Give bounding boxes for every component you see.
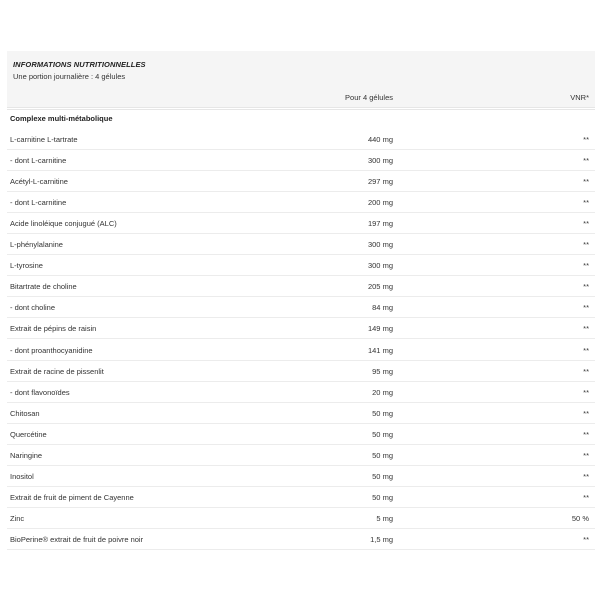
ingredient-vnr: **: [583, 492, 589, 502]
ingredient-name: Naringine: [10, 450, 43, 460]
ingredient-name: Chitosan: [10, 408, 40, 418]
table-row: [7, 255, 595, 276]
ingredient-amount: 440 mg: [367, 135, 393, 144]
section-title: Complexe multi-métabolique: [10, 114, 113, 123]
ingredient-amount: 20 mg: [372, 387, 393, 397]
ingredient-vnr: 50 %: [571, 513, 589, 523]
table-row: [7, 213, 595, 234]
ingredient-amount: 300 mg: [367, 261, 393, 271]
table-row: [7, 382, 595, 403]
ingredient-amount: 200 mg: [367, 198, 393, 208]
table-row: [7, 487, 595, 508]
ingredient-amount: 300 mg: [367, 156, 393, 166]
ingredient-vnr: **: [583, 303, 589, 313]
ingredient-name: Extrait de pépins de raisin: [10, 324, 97, 334]
ingredient-name: Acide linoléique conjugué (ALC): [10, 219, 117, 229]
table-row: [7, 508, 595, 529]
ingredient-name: L-phénylalanine: [10, 240, 63, 250]
ingredient-name: Quercétine: [10, 429, 47, 439]
ingredient-amount: 84 mg: [372, 303, 393, 313]
ingredient-amount: 297 mg: [367, 177, 393, 187]
table-row: [7, 318, 595, 339]
column-header-vnr: VNR*: [570, 93, 589, 102]
ingredient-name: L-tyrosine: [10, 261, 43, 271]
ingredient-vnr: **: [583, 282, 589, 292]
table-row: [7, 234, 595, 255]
table-row: [7, 297, 595, 318]
table-row: [7, 150, 595, 171]
ingredient-name: - dont L-carnitine: [10, 156, 67, 166]
ingredient-vnr: **: [583, 345, 589, 355]
ingredient-name: - dont proanthocyanidine: [10, 345, 93, 355]
ingredient-amount: 5 mg: [376, 513, 393, 523]
ingredient-vnr: **: [583, 198, 589, 208]
ingredient-vnr: **: [583, 408, 589, 418]
table-row: [7, 445, 595, 466]
ingredient-vnr: **: [583, 450, 589, 460]
table-row: [7, 361, 595, 382]
ingredient-amount: 50 mg: [372, 471, 393, 481]
ingredient-name: - dont choline: [10, 303, 56, 313]
table-row: [7, 171, 595, 192]
ingredient-vnr: **: [583, 219, 589, 229]
ingredient-vnr: **: [583, 534, 589, 544]
ingredient-amount: 300 mg: [367, 240, 393, 250]
ingredient-amount: 50 mg: [372, 450, 393, 460]
ingredient-amount: 95 mg: [372, 366, 393, 376]
ingredient-amount: 50 mg: [372, 429, 393, 439]
ingredient-name: Extrait de racine de pissenlit: [10, 366, 104, 376]
ingredient-amount: 197 mg: [367, 219, 393, 229]
table-row: [7, 340, 595, 361]
ingredient-vnr: **: [583, 429, 589, 439]
ingredient-name: BioPerine® extrait de fruit de poivre noir: [10, 534, 144, 544]
ingredient-name: L-carnitine L-tartrate: [10, 135, 78, 144]
ingredient-amount: 141 mg: [367, 345, 393, 355]
ingredient-vnr: **: [583, 471, 589, 481]
ingredient-name: - dont L-carnitine: [10, 198, 67, 208]
column-header-row: [7, 91, 595, 110]
ingredient-name: Inositol: [10, 471, 34, 481]
ingredient-vnr: **: [583, 366, 589, 376]
ingredient-vnr: **: [583, 387, 589, 397]
ingredient-amount: 50 mg: [372, 408, 393, 418]
ingredient-vnr: **: [583, 135, 589, 144]
ingredient-vnr: **: [583, 324, 589, 334]
serving-info: Une portion journalière : 4 gélules: [13, 72, 126, 81]
ingredient-vnr: **: [583, 156, 589, 166]
table-row: [7, 276, 595, 297]
table-row: [7, 529, 595, 550]
table-row: [7, 192, 595, 213]
ingredient-amount: 149 mg: [367, 324, 393, 334]
nutrition-table: [7, 51, 595, 544]
table-row: [7, 466, 595, 487]
ingredient-amount: 1,5 mg: [370, 534, 393, 544]
ingredient-vnr: **: [583, 261, 589, 271]
ingredient-vnr: **: [583, 177, 589, 187]
nutrition-title: INFORMATIONS NUTRITIONNELLES: [13, 60, 146, 69]
ingredient-name: Zinc: [10, 513, 25, 523]
ingredient-vnr: **: [583, 240, 589, 250]
ingredient-name: - dont flavonoïdes: [10, 387, 70, 397]
table-row: [7, 424, 595, 445]
table-row: [7, 129, 595, 150]
ingredient-amount: 205 mg: [367, 282, 393, 292]
column-header-amount: Pour 4 gélules: [345, 93, 393, 102]
ingredient-name: Acétyl-L-carnitine: [10, 177, 68, 187]
ingredient-name: Bitartrate de choline: [10, 282, 77, 292]
ingredient-amount: 50 mg: [372, 492, 393, 502]
ingredient-name: Extrait de fruit de piment de Cayenne: [10, 492, 134, 502]
table-row: [7, 403, 595, 424]
